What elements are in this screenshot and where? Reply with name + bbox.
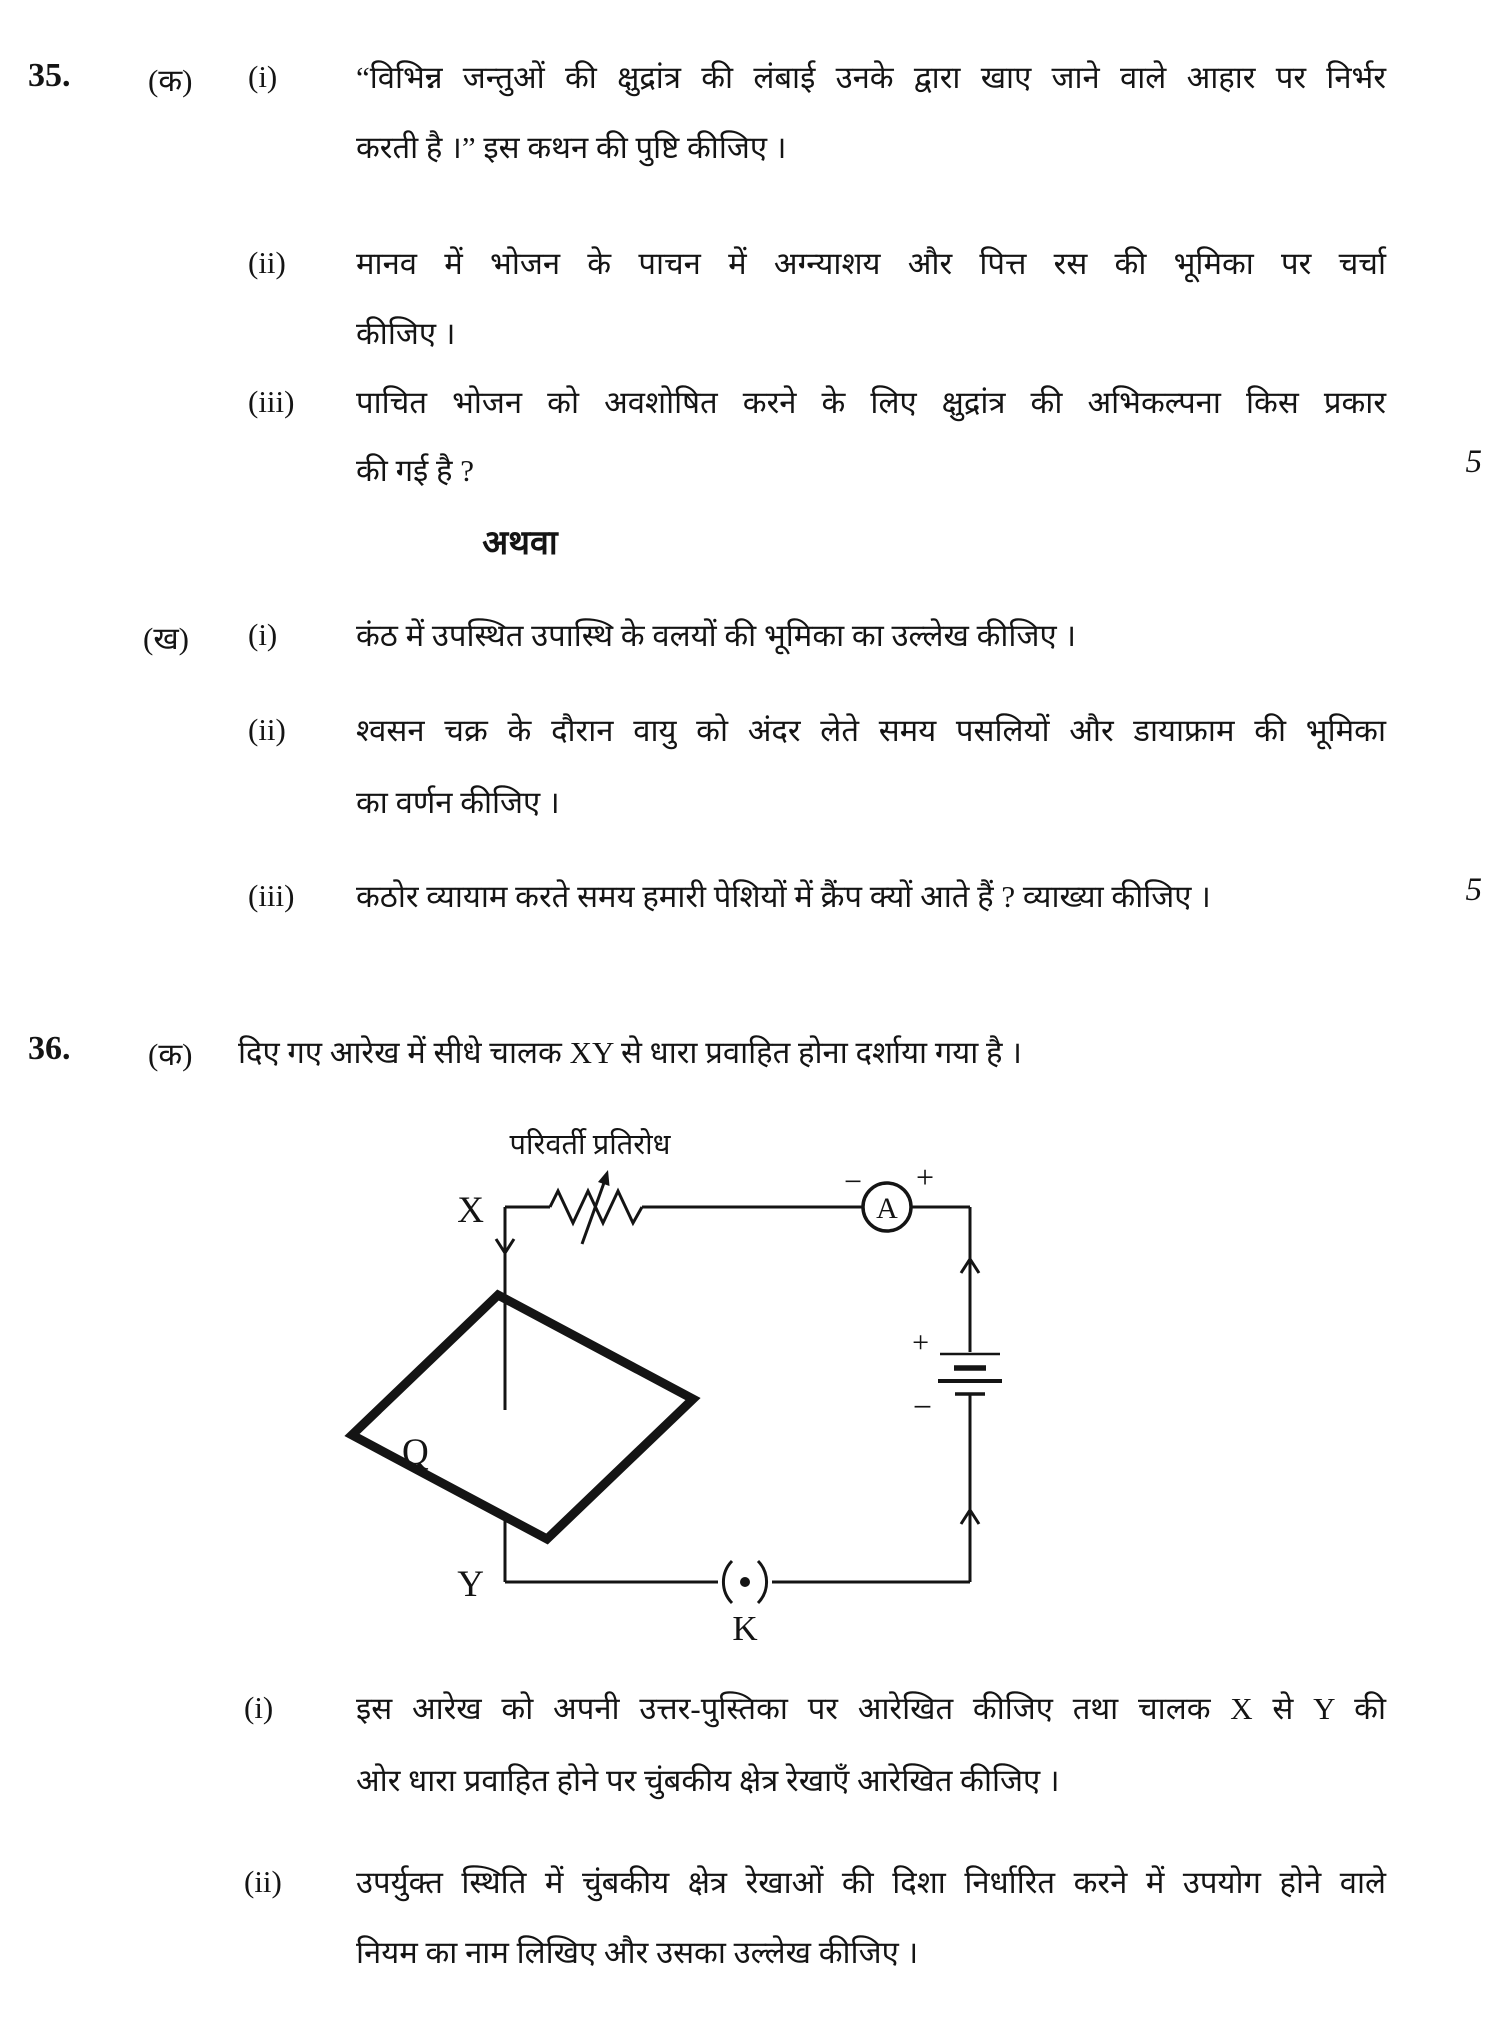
q35-ka-i-marker: (i) (248, 59, 278, 94)
q35-ka-ii-line2: कीजिए । (356, 316, 456, 351)
q35-kha-iii-line1: कठोर व्यायाम करते समय हमारी पेशियों में क्रैंप क्यों आते हैं ? व्याख्या कीजिए । (356, 879, 1211, 914)
q35-ka-ii-marker: (ii) (248, 245, 286, 280)
terminal-y-label: Y (457, 1564, 484, 1605)
q35-ka-iii-line2: की गई है ? (356, 453, 474, 488)
q35-part-ka-label: (क) (148, 63, 193, 98)
ammeter-plus-sign: + (915, 1159, 935, 1195)
ammeter-minus-sign: − (843, 1163, 863, 1199)
rheostat-label: परिवर्ती प्रतिरोध (509, 1129, 671, 1161)
q35-kha-iii-marker: (iii) (248, 878, 295, 913)
battery-plus-sign: + (912, 1326, 929, 1359)
cardboard-plane-icon (352, 1295, 693, 1539)
q36-part-ka-label: (क) (148, 1037, 193, 1072)
q35-ka-i-line2: करती है ।” इस कथन की पुष्टि कीजिए । (356, 130, 787, 165)
q35-kha-ii-line2: का वर्णन कीजिए । (356, 785, 560, 820)
or-divider: अथवा (482, 525, 558, 562)
q36-intro-line: दिए गए आरेख में सीधे चालक XY से धारा प्रवाहित होना दर्शाया गया है । (238, 1035, 1022, 1070)
plane-q-label: Q (402, 1432, 429, 1473)
key-paren-left (723, 1561, 732, 1603)
question-36-number: 36. (28, 1030, 71, 1067)
q36-ii-line1: उपर्युक्त स्थिति में चुंबकीय क्षेत्र रेखाओं की दिशा निर्धारित करने में उपयोग होने वाले (356, 1865, 1386, 1900)
q36-ii-marker: (ii) (244, 1864, 282, 1899)
q35-ka-iii-marker: (iii) (248, 384, 295, 419)
ammeter-letter: A (876, 1192, 898, 1225)
q36-i-marker: (i) (244, 1690, 274, 1725)
q35-ka-ii-line1: मानव में भोजन के पाचन में अग्न्याशय और पित्त रस की भूमिका पर चर्चा (356, 246, 1386, 281)
q35-ka-marks: 5 (1465, 444, 1482, 480)
circuit-diagram (340, 1092, 1020, 1672)
q35-ka-iii-line1: पाचित भोजन को अवशोषित करने के लिए क्षुद्रांत्र की अभिकल्पना किस प्रकार (356, 385, 1386, 420)
q36-i-line1: इस आरेख को अपनी उत्तर-पुस्तिका पर आरेखित कीजिए तथा चालक X से Y की (356, 1691, 1386, 1726)
key-plug-dot (740, 1577, 750, 1587)
rheostat-arrow-icon (582, 1180, 605, 1244)
rheostat-arrowhead (598, 1170, 610, 1186)
battery-minus-sign: − (912, 1389, 932, 1426)
q36-ii-line2: नियम का नाम लिखिए और उसका उल्लेख कीजिए । (356, 1935, 919, 1970)
terminal-x-label: X (457, 1190, 484, 1231)
q35-kha-ii-line1: श्वसन चक्र के दौरान वायु को अंदर लेते समय पसलियों और डायाफ्राम की भूमिका (356, 713, 1386, 748)
q35-kha-ii-marker: (ii) (248, 712, 286, 747)
q35-kha-i-marker: (i) (248, 617, 278, 652)
q36-i-line2: ओर धारा प्रवाहित होने पर चुंबकीय क्षेत्र रेखाएँ आरेखित कीजिए । (356, 1763, 1060, 1798)
question-35-number: 35. (28, 57, 71, 94)
q35-ka-i-line1: “विभिन्न जन्तुओं की क्षुद्रांत्र की लंबाई उनके द्वारा खाए जाने वाले आहार पर निर्भर (356, 60, 1386, 95)
key-k-label: K (732, 1609, 758, 1648)
q35-part-kha-label: (ख) (143, 621, 190, 656)
key-paren-right (758, 1561, 767, 1603)
q35-kha-i-line1: कंठ में उपस्थित उपास्थि के वलयों की भूमिका का उल्लेख कीजिए । (356, 618, 1077, 653)
q35-kha-marks: 5 (1465, 872, 1482, 908)
